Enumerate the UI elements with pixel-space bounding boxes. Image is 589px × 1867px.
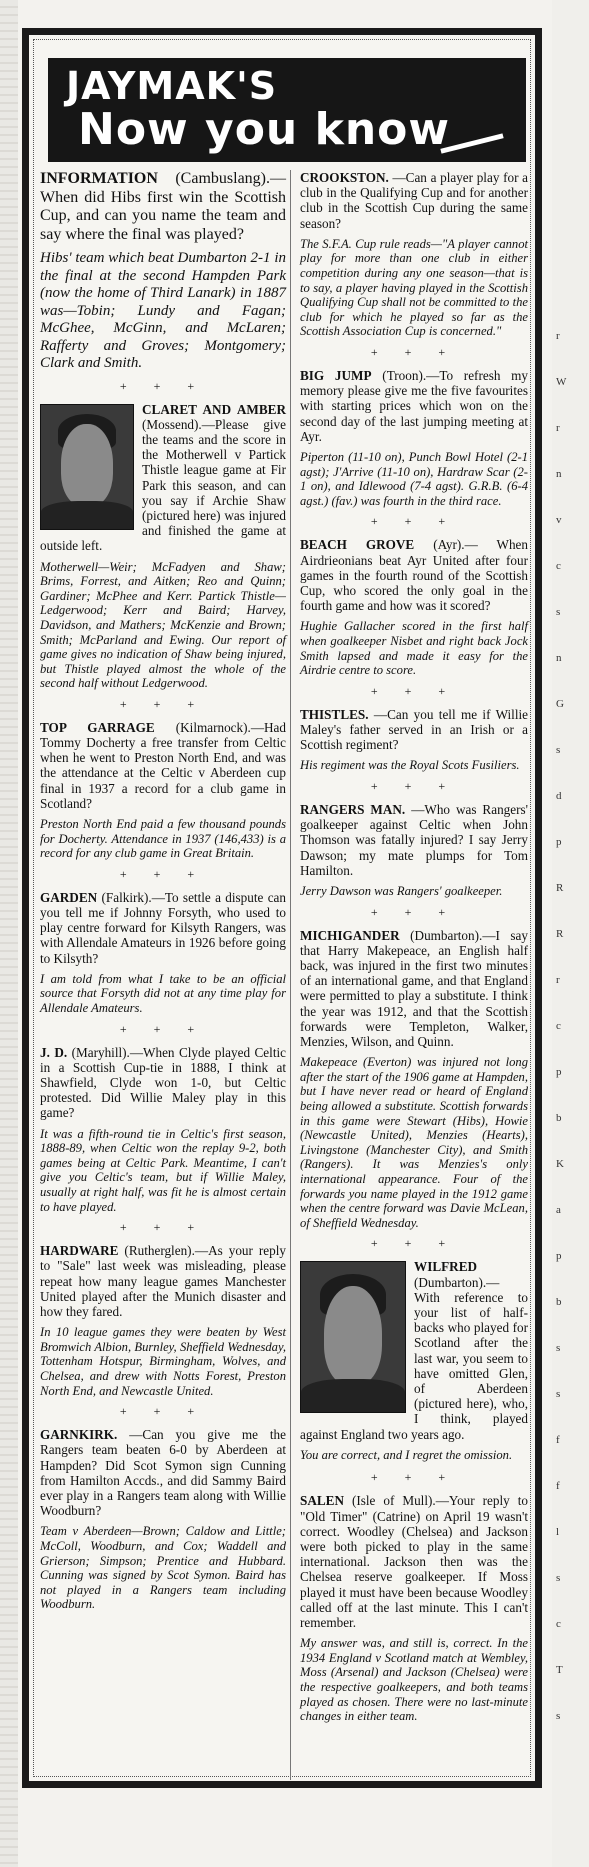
separator-stars: + + + <box>119 866 207 881</box>
edge-fragment: r <box>556 330 560 342</box>
separator-stars: + + + <box>370 514 458 529</box>
edge-fragment: K <box>556 1158 564 1170</box>
qa-item <box>300 1493 528 1723</box>
portrait-photo <box>300 1261 406 1413</box>
edge-fragment: T <box>556 1664 563 1676</box>
edge-fragment: G <box>556 698 564 710</box>
edge-fragment: b <box>556 1296 562 1308</box>
masthead-line-1: JAYMAK'S <box>66 64 278 108</box>
separator-stars: + + + <box>370 1236 458 1251</box>
qa-item <box>40 1243 286 1419</box>
qa-item <box>40 1045 286 1236</box>
separator-stars: + + + <box>370 1470 458 1485</box>
qa-question: —Had Tommy Docherty a free transfer from Celtic when he went to Preston North End, and was the attendance at the Celtic v Aberdeen cup final in 1937 a record for a club game in Scotland? <box>40 719 286 811</box>
portrait-photo <box>40 404 134 530</box>
qa-question: —As your reply to "Sale" last week was misleading, please repeat how many league games Manchester United played after the Munich disaster and how they fared. <box>40 1243 286 1320</box>
qa-item <box>300 928 528 1252</box>
edge-fragment: c <box>556 1020 561 1032</box>
qa-question: —To settle a dispute can you tell me if Johnny Forsyth, who used to play centre forward for Kilsyth Rangers, was with Allendale Amateurs in 1926 before going to Kilsyth? <box>40 889 287 966</box>
qa-question: —Your reply to "Old Timer" (Catrine) on April 19 wasn't correct. Woodley (Chelsea) and Jackson were both picked to play in the same international. Jackson then was the Chelsea reserve goalkeeper. If Moss played it must have been because Woodley called off at the last minute. This I can't remember. <box>300 1493 528 1630</box>
qa-heading: CLARET AND AMBER <box>142 401 286 417</box>
qa-item <box>300 707 528 794</box>
qa-item <box>40 170 286 394</box>
qa-answer: His regiment was the Royal Scots Fusiliers. <box>300 758 520 773</box>
qa-answer: Hughie Gallacher scored in the first half when goalkeeper Nisbet and right back Jock Smith lapsed and made it easy for the Airdrie centre to score. <box>300 619 528 678</box>
qa-heading: SALEN <box>300 1493 344 1509</box>
edge-fragment: s <box>556 744 561 756</box>
edge-fragment: n <box>556 652 562 664</box>
edge-fragment: b <box>556 1112 562 1124</box>
edge-fragment: c <box>556 1618 561 1630</box>
qa-place: (Kilmarnock). <box>175 719 251 735</box>
edge-fragment: s <box>556 1710 561 1722</box>
qa-answer: Preston North End paid a few thousand pounds for Docherty. Attendance in 1937 (146,433) is a record for any club game in Great Britain. <box>40 817 286 861</box>
qa-place: (Maryhill). <box>71 1044 130 1060</box>
qa-answer: In 10 league games they were beaten by West Bromwich Albion, Burnley, Sheffield Wednesday, Tottenham Hotspur, Birmingham, Wolves, and Chelsea, and drew with Notts Forest, Preston North End, and Newcastle United. <box>40 1325 286 1398</box>
qa-item <box>40 890 286 1037</box>
edge-fragment: v <box>556 514 562 526</box>
qa-place: (Ayr). <box>433 537 465 553</box>
separator-stars: + + + <box>119 1404 207 1419</box>
qa-heading: GARDEN <box>40 889 98 905</box>
qa-answer: It was a fifth-round tie in Celtic's first season, 1888-89, when Celtic won the replay 9-2, both games being at Celtic Park. Meantime, I can't give you Celtic's team, but if Willie Maley, usually at right half, was fit he is almost certain to have played. <box>40 1126 286 1214</box>
qa-item <box>40 1427 286 1612</box>
qa-heading: J. D. <box>40 1044 68 1060</box>
qa-place: (Cambuslang). <box>175 170 270 187</box>
separator-stars: + + + <box>370 344 458 359</box>
qa-place: (Isle of Mull). <box>351 1493 436 1509</box>
qa-question: — With reference to your list of half-backs who played for Scotland after the last war, you seem to have omitted Glen, of Aberdeen (pictured here), who, I think, played against England two years ago. <box>300 1274 528 1442</box>
qa-place: (Mossend). <box>142 416 202 432</box>
qa-heading: RANGERS MAN. <box>300 801 406 817</box>
qa-heading: BEACH GROVE <box>300 537 415 553</box>
separator-stars: + + + <box>119 1021 207 1036</box>
edge-fragment: R <box>556 882 564 894</box>
edge-fragment: r <box>556 974 560 986</box>
qa-place: (Dumbarton). <box>414 1274 487 1290</box>
qa-heading: WILFRED <box>414 1259 478 1275</box>
separator-stars: + + + <box>370 683 458 698</box>
qa-answer: My answer was, and still is, correct. In the 1934 England v Scotland match at Wembley, Moss (Arsenal) and Jackson (Chelsea) were the respective goalkeepers, and both teams played as chosen. There were no last-minute changes in either team. <box>300 1636 528 1724</box>
edge-fragment: p <box>556 1250 562 1262</box>
qa-question: —When Clyde played Celtic in a Scottish Cup-tie in 1888, I think at Shawfield, Clyde won 1-0, but Celtic protested. Did Willie Maley play in this game? <box>40 1044 286 1121</box>
left-page-edge <box>0 0 18 1867</box>
edge-fragment: p <box>556 1066 562 1078</box>
qa-place: (Dumbarton). <box>410 927 483 943</box>
qa-question: —To refresh my memory please give me the five favourites with starting prices which won on the second day of the last jumping meeting at Ayr. <box>300 367 529 444</box>
edge-fragment: s <box>556 1342 561 1354</box>
edge-fragment: n <box>556 468 562 480</box>
edge-fragment: s <box>556 1572 561 1584</box>
separator-stars: + + + <box>370 904 458 919</box>
qa-heading: GARNKIRK. <box>40 1427 118 1443</box>
edge-fragment: a <box>556 1204 561 1216</box>
edge-fragment: d <box>556 790 562 802</box>
right-column <box>300 170 528 1730</box>
qa-answer: I am told from what I take to be an official source that Forsyth did not at any time play for Allendale Amateurs. <box>40 971 286 1016</box>
qa-item <box>300 170 528 360</box>
masthead-line-2: Now you know <box>78 104 451 155</box>
qa-place: (Troon). <box>382 367 427 383</box>
qa-heading: MICHIGANDER <box>300 927 400 943</box>
qa-question: —Can a player play for a club in the Qualifying Cup and for another club in the Scottish Cup during the same season? <box>300 170 528 231</box>
qa-heading: THISTLES. <box>300 706 369 722</box>
qa-heading: HARDWARE <box>40 1243 119 1259</box>
qa-answer: The S.F.A. Cup rule reads—"A player cannot play for more than one club in either competition during any one season—that is to say, a player having played in the Scottish Qualifying Cup shall not be committed to the club for which he played so far as the Scottish Association Cup is concerned." <box>300 236 528 339</box>
separator-stars: + + + <box>370 778 458 793</box>
edge-fragment: W <box>556 376 567 388</box>
edge-fragment: r <box>556 422 560 434</box>
qa-question: —When did Hibs first win the Scottish Cup, and can you name the team and say where the final was played? <box>40 170 286 243</box>
column-rule <box>290 170 291 1780</box>
qa-heading: CROOKSTON. <box>300 170 389 185</box>
separator-stars: + + + <box>119 378 207 393</box>
qa-question: —I say that Harry Makepeace, an English half back, was injured in the first two minutes of an international game, and that England were permitted to play a substitute. I think the year was 1912, and that the Scottish forwards were Templeton, Walker, Menzies, Wilson, and Quinn. <box>300 927 528 1049</box>
qa-item <box>300 1259 528 1485</box>
separator-stars: + + + <box>119 696 207 711</box>
edge-fragment: s <box>556 1388 561 1400</box>
edge-fragment: s <box>556 606 561 618</box>
qa-place: (Rutherglen). <box>124 1243 195 1259</box>
qa-question: —Can you tell me if Willie Maley's father served in an Irish or a Scottish regiment? <box>300 706 528 753</box>
qa-item <box>40 402 286 712</box>
separator-stars: + + + <box>119 1220 207 1235</box>
qa-answer: Team v Aberdeen—Brown; Caldow and Little; McColl, Woodburn, and Cox; Waddell and Grierson; Simpson; Prentice and Hubbard. Cunning was signed by Scot Symon. Baird has not played in a Rangers team including Woodburn. <box>40 1524 286 1612</box>
edge-fragment: R <box>556 928 564 940</box>
qa-answer: Motherwell—Weir; McFadyen and Shaw; Brims, Forrest, and Aitken; Reo and Quinn; Gardiner; McPhee and Kerr. Partick Thistle—Ledgerwood; Kerr and Baird; Harvey, Davidson, and Mathers; McKenzie and Brown; Smith; McParland and Ewing. Our report of game gives no indication of Shaw being injured, but Thistle played almost the whole of the second half without Ledgerwood. <box>40 559 286 691</box>
qa-place: (Falkirk). <box>101 889 152 905</box>
qa-answer: Makepeace (Everton) was injured not long after the start of the 1906 game at Hampden, but I have never read or heard of England being allowed a substitute. Scottish forwards in this game were Stewart (Hibs), Howie (Newcastle United), Menzies (Hearts), Livingstone (Manchester City), and Smith (Rangers). It was Menzies's only international appearance. Four of the forwards you name played in the 1912 game when the centre forward was Davie McLean, of Sheffield Wednesday. <box>300 1055 528 1230</box>
edge-fragment: p <box>556 836 562 848</box>
edge-fragment: c <box>556 560 561 572</box>
qa-answer: Jerry Dawson was Rangers' goalkeeper. <box>300 883 503 898</box>
qa-answer: Piperton (11-10 on), Punch Bowl Hotel (2-1 agst); J'Arrive (11-10 on), Hardraw Scar (2-1 on), and Idlewood (7-4 agst). G.R.B. (6-4 agst.) (fav.) was fourth in the third race. <box>300 449 528 508</box>
edge-fragment: l <box>556 1526 560 1538</box>
left-column <box>40 170 286 1618</box>
qa-answer: Hibs' team which beat Dumbarton 2-1 in the final at the second Hampden Park (now the home of Third Lanark) in 1887 was—Tobin; Lundy and Fagan; McGhee, McGinn, and McLaren; Rafferty and Groves; Montgomery; Clark and Smith. <box>40 250 286 371</box>
qa-heading: TOP GARRAGE <box>40 719 155 735</box>
qa-heading: BIG JUMP <box>300 367 372 383</box>
qa-item <box>40 720 286 882</box>
qa-question: —Can you give me the Rangers team beaten 6-0 by Aberdeen at Hampden? Did Scot Symon sign Cunning from Hamilton Accds., and did Sammy Baird ever play in a Rangers team along with Willie Woodburn? <box>40 1427 287 1519</box>
qa-answer: You are correct, and I regret the omission. <box>300 1447 513 1462</box>
qa-item <box>300 368 528 529</box>
qa-question: — When Airdrieonians beat Ayr United after four games in the fourth round of the Scottish Cup, who scored the only goal in the fourth game and how was it scored? <box>300 537 528 614</box>
edge-fragment: f <box>556 1434 560 1446</box>
qa-question: —Please give the teams and the score in the Motherwell v Partick Thistle league game at Fir Park this season, and can you say if Archie Shaw (pictured here) was injured and finished the game at outside left. <box>40 416 286 554</box>
edge-fragment: f <box>556 1480 560 1492</box>
qa-heading: INFORMATION <box>40 170 158 187</box>
qa-item <box>300 802 528 920</box>
qa-item <box>300 537 528 698</box>
qa-question: —Who was Rangers' goalkeeper against Celtic when John Thomson was fatally injured? I say Jerry Dawson; my mate plumps for Tom Hamilton. <box>300 801 529 878</box>
masthead-banner <box>48 58 526 162</box>
